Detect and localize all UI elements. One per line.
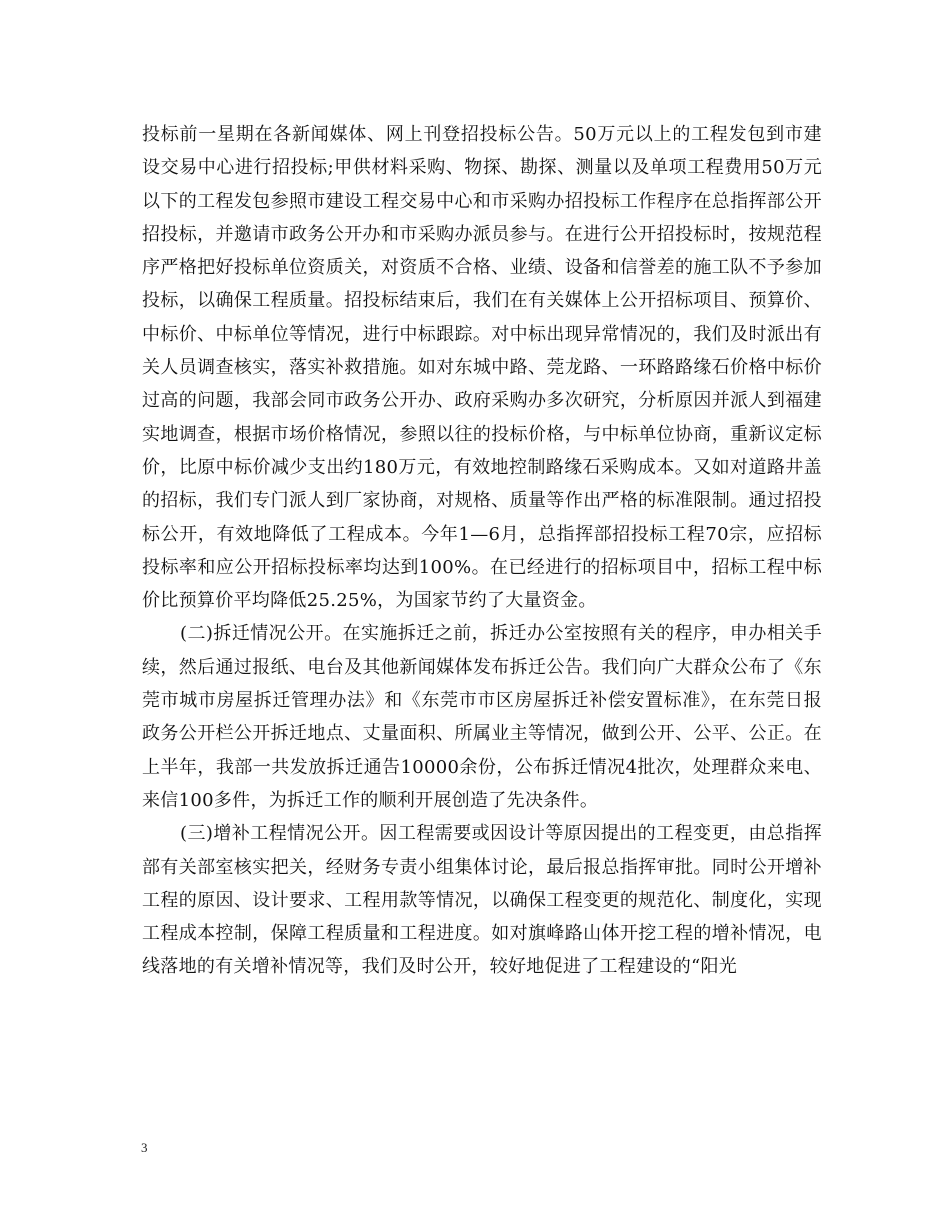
page-number: 3	[141, 1140, 148, 1155]
paragraph-demolition-disclosure: (二)拆迁情况公开。在实施拆迁之前，拆迁办公室按照有关的程序，申办相关手续，然后通过报纸、电台及其他新闻媒体发布拆迁公告。我们向广大群众公布了《东莞市城市房屋拆迁管理办法》和《东莞市市区房屋拆迁补偿安置标准》，在东莞日报政务公开栏公开拆迁地点、丈量面积、所属业主等情况，做到公开、公平、公正。在上半年，我部一共发放拆迁通告10000余份，公布拆迁情况4批次，处理群众来电、来信100多件，为拆迁工作的顺利开展创造了先决条件。	[142, 623, 822, 811]
body-text	[142, 118, 822, 984]
paragraph-supplementary-works-disclosure: (三)增补工程情况公开。因工程需要或因设计等原因提出的工程变更，由总指挥部有关部室核实把关，经财务专责小组集体讨论，最后报总指挥审批。同时公开增补工程的原因、设计要求、工程用款等情况，以确保工程变更的规范化、制度化，实现工程成本控制，保障工程质量和工程进度。如对旗峰路山体开挖工程的增补情况，电线落地的有关增补情况等，我们及时公开，较好地促进了工程建设的“阳光	[142, 823, 822, 978]
paragraph-bidding-disclosure: 投标前一星期在各新闻媒体、网上刊登招投标公告。50万元以上的工程发包到市建设交易中心进行招投标;甲供材料采购、物探、勘探、测量以及单项工程费用50万元以下的工程发包参照市建设工程交易中心和市采购办招投标工作程序在总指挥部公开招投标，并邀请市政务公开办和市采购办派员参与。在进行公开招投标时，按规范程序严格把好投标单位资质关，对资质不合格、业绩、设备和信誉差的施工队不予参加投标，以确保工程质量。招投标结束后，我们在有关媒体上公开招标项目、预算价、中标价、中标单位等情况，进行中标跟踪。对中标出现异常情况的，我们及时派出有关人员调查核实，落实补救措施。如对东城中路、莞龙路、一环路路缘石价格中标价过高的问题，我部会同市政务公开办、政府采购办多次研究，分析原因并派人到福建实地调查，根据市场价格情况，参照以往的投标价格，与中标单位协商，重新议定标价，比原中标价减少支出约180万元，有效地控制路缘石采购成本。又如对道路井盖的招标，我们专门派人到厂家协商，对规格、质量等作出严格的标准限制。通过招投标公开，有效地降低了工程成本。今年1—6月，总指挥部招投标工程70宗，应招标投标率和应公开招标投标率均达到100%。在已经进行的招标项目中，招标工程中标价比预算价平均降低25.25%，为国家节约了大量资金。	[142, 124, 822, 612]
